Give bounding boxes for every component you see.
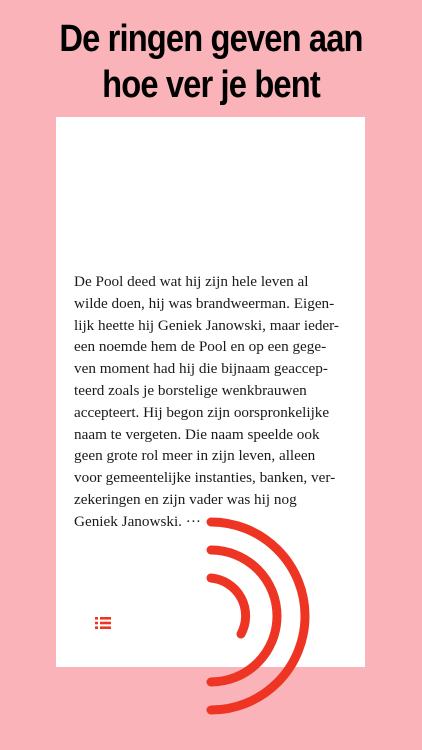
reader-page [56, 117, 365, 667]
story-line: zekeringen en zijn vader was hij nog [74, 490, 297, 508]
story-line: voor gemeentelijke instanties, banken, ver- [74, 469, 336, 487]
table-of-contents-button[interactable] [93, 614, 115, 632]
story-text [74, 271, 359, 533]
story-line: geen grote rol meer in zijn leven, alleen [74, 447, 316, 465]
list-icon [93, 614, 115, 632]
story-line: accepteert. Hij begon zijn oorspronkelijke [74, 403, 330, 421]
story-line: ven moment had hij die bijnaam geaccep- [74, 360, 328, 378]
story-line: teerd zoals je borstelige wenkbrauwen [74, 381, 307, 399]
story-line: De Pool deed wat hij zijn hele leven al [74, 273, 309, 290]
story-line: Geniek Janowski. ··· [74, 512, 201, 530]
headline-line-2: hoe ver je bent [102, 64, 320, 106]
story-line: naam te vergeten. Die naam speelde ook [74, 425, 320, 443]
headline-line-1: De ringen geven aan [59, 18, 363, 60]
story-line: een noemde hem de Pool en op een gege- [74, 338, 327, 356]
story-line: lijk heette hij Geniek Janowski, maar ieder- [74, 316, 339, 334]
headline [30, 16, 393, 108]
story-line: wilde doen, hij was brandweerman. Eigen- [74, 294, 335, 312]
